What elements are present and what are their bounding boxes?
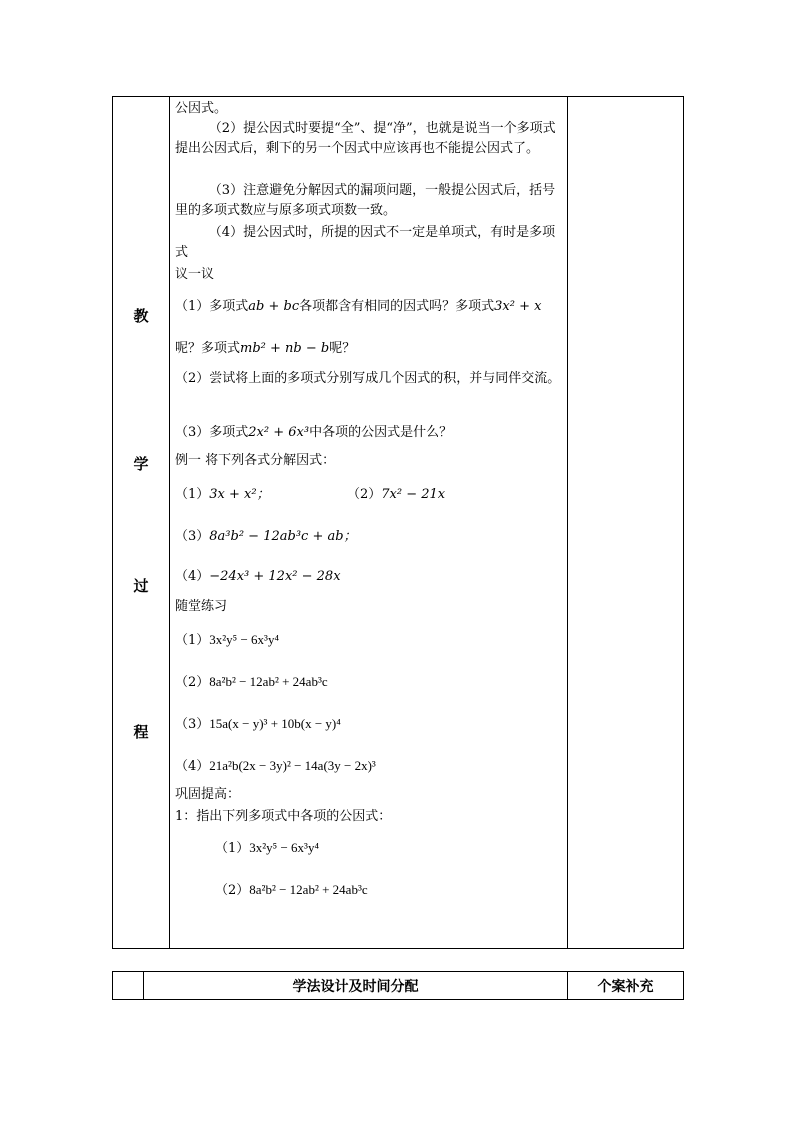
- text: （1）多项式: [175, 299, 249, 314]
- item-number: （2）: [347, 487, 382, 502]
- side-label-guo: 过: [133, 577, 149, 595]
- column-divider: [567, 97, 568, 948]
- exercise-line: [215, 880, 368, 901]
- text: 呢？多项式: [175, 341, 241, 356]
- math-expression: 2x² + 6x³: [248, 425, 310, 440]
- question-line: [175, 339, 355, 359]
- item-number: （1）: [175, 633, 210, 648]
- note-paragraph: （4）提公因式时，所提的因式不一定是单项式，有时是多项式: [175, 225, 556, 260]
- math-expression: ab + bc: [248, 299, 300, 314]
- math-expression: −24x³ + 12x² − 28x: [209, 569, 341, 584]
- exercise-line: [175, 567, 341, 587]
- math-expression: 21a²b(2x − 3y)² − 14a(3y − 2x)³: [209, 758, 376, 773]
- item-number: （2）: [175, 675, 210, 690]
- math-expression: 8a³b² − 12ab³c + ab；: [209, 529, 357, 544]
- math-expression: 3x² + x: [494, 299, 542, 314]
- exercise-line: [175, 756, 376, 777]
- item-number: （4）: [175, 759, 210, 774]
- section-heading: 议一议: [175, 267, 215, 282]
- item-number: （3）: [175, 717, 210, 732]
- math-expression: mb² + nb − b: [240, 341, 330, 356]
- section-heading: 随堂练习: [175, 599, 228, 614]
- side-label-cheng: 程: [133, 723, 149, 741]
- side-label-xue: 学: [133, 455, 149, 473]
- exercise-line: [347, 485, 445, 505]
- lesson-process-table: [112, 96, 684, 949]
- text: （3）多项式: [175, 425, 249, 440]
- question-paragraph: （2）尝试将上面的多项式分别写成几个因式的积，并与同伴交流。: [175, 371, 561, 386]
- text-line: 公因式。: [175, 101, 228, 116]
- question-line: [175, 423, 452, 443]
- math-expression: 3x + x²；: [209, 487, 270, 502]
- exercise-line: [215, 838, 319, 859]
- math-expression: 15a(x − y)³ + 10b(x − y)⁴: [209, 716, 341, 731]
- item-number: （1）: [215, 841, 250, 856]
- math-expression: 8a²b² − 12ab² + 24ab³c: [249, 882, 368, 897]
- text: 中各项的公因式是什么？: [309, 425, 453, 440]
- math-expression: 3x²y⁵ − 6x³y⁴: [249, 840, 319, 855]
- item-number: （1）: [175, 487, 210, 502]
- text: 呢？: [329, 341, 356, 356]
- math-expression: 8a²b² − 12ab² + 24ab³c: [209, 674, 328, 689]
- header-case-supplement: 个案补充: [597, 978, 654, 995]
- text: 各项都含有相同的因式吗？多项式: [299, 299, 495, 314]
- section-heading: 例一 将下列各式分解因式：: [175, 453, 336, 468]
- item-number: （4）: [175, 569, 210, 584]
- header-method-design: 学法设计及时间分配: [292, 978, 419, 995]
- exercise-line: [175, 630, 279, 651]
- exercise-line: [175, 485, 270, 505]
- exercise-line: [175, 672, 328, 693]
- item-number: （2）: [215, 883, 250, 898]
- task-line: 1：指出下列多项式中各项的公因式：: [175, 809, 392, 824]
- section-heading: 巩固提高：: [175, 787, 241, 802]
- note-paragraph: （2）提公因式时要提“全”、提“净”，也就是说当一个多项式提出公因式后，剩下的另一个因式中应该再也不能提公因式了。: [175, 121, 556, 156]
- question-line: [175, 297, 541, 317]
- exercise-line: [175, 527, 357, 547]
- exercise-line: [175, 714, 341, 735]
- math-expression: 7x² − 21x: [381, 487, 446, 502]
- note-paragraph: （3）注意避免分解因式的漏项问题，一般提公因式后，括号里的多项式数应与原多项式项数一致。: [175, 183, 556, 218]
- item-number: （3）: [175, 529, 210, 544]
- method-design-table: [112, 971, 684, 1000]
- side-label-jiao: 教: [133, 307, 149, 325]
- column-divider: [169, 97, 170, 948]
- math-expression: 3x²y⁵ − 6x³y⁴: [209, 632, 279, 647]
